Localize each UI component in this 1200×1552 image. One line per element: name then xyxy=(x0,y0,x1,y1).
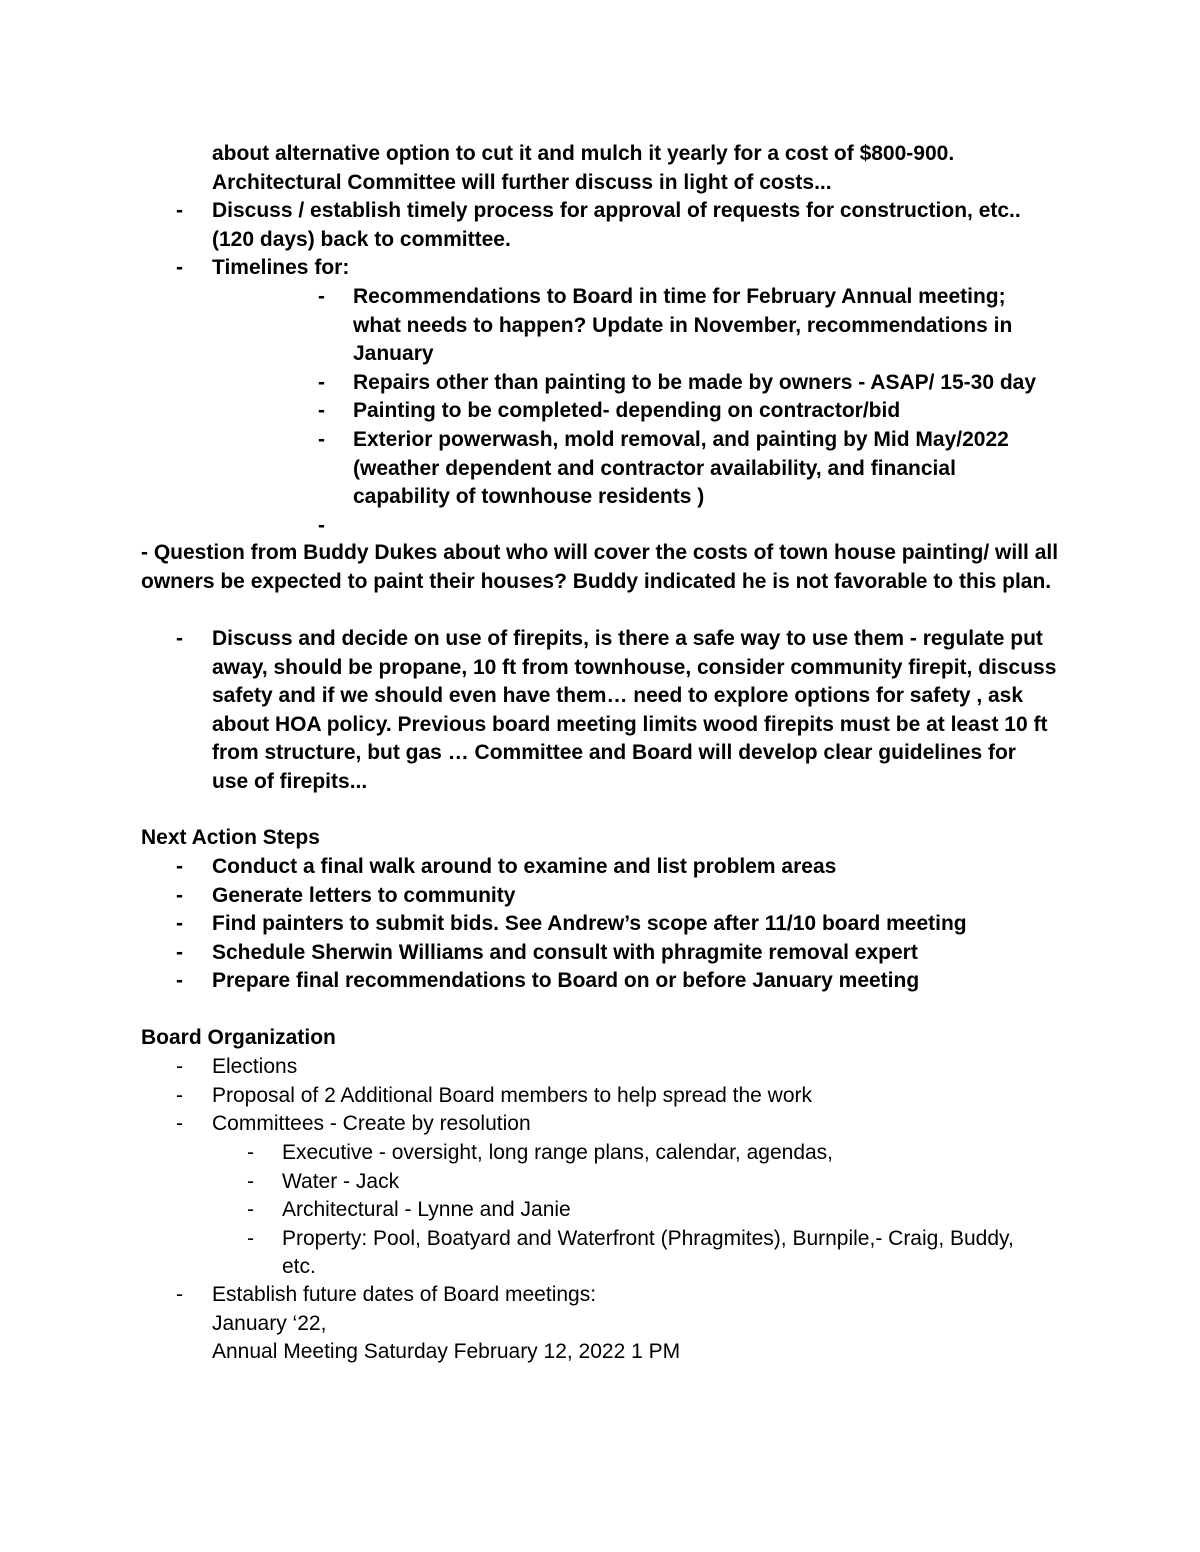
committee-text: Property: Pool, Boatyard and Waterfront (Phragmites), Burnpile,- Craig, Buddy, etc. xyxy=(282,1226,1014,1279)
continuation-paragraph: about alternative option to cut it and mulch it yearly for a cost of $800-900. Architectural Committee will further discuss in light of costs... xyxy=(212,142,955,194)
timeline-list xyxy=(318,283,1078,540)
committee-item xyxy=(247,1225,1057,1282)
next-action-steps-list xyxy=(176,853,1076,996)
board-item xyxy=(176,1281,1076,1367)
board-item xyxy=(176,1082,1076,1111)
section-heading: Board Organization xyxy=(141,1026,336,1049)
bullet-dash: - xyxy=(176,1083,183,1107)
bullet-text: Timelines for: xyxy=(212,256,350,280)
committee-item xyxy=(247,1196,1057,1225)
timeline-item xyxy=(318,283,1078,369)
board-item-text: Elections xyxy=(212,1055,298,1078)
board-item-text: Committees - Create by resolution xyxy=(212,1112,531,1136)
bullet-text: Discuss / establish timely process for approval of requests for construction, etc.. (120 days) back to committee. xyxy=(212,199,1021,251)
board-item-text: Establish future dates of Board meetings: xyxy=(212,1283,597,1306)
committee-text: Water - Jack xyxy=(282,1169,400,1193)
committee-item xyxy=(247,1168,1057,1197)
bullet-item xyxy=(176,625,1076,797)
committee-text: Architectural - Lynne and Janie xyxy=(282,1198,571,1222)
timeline-text: Painting to be completed- depending on contractor/bid xyxy=(353,399,901,423)
top-continuation-text xyxy=(212,140,1012,197)
question-text: - Question from Buddy Dukes about who will cover the costs of town house painting/ will all owners be expected to paint their houses? Buddy indicated he is not favorable to this plan. xyxy=(141,541,1059,593)
bullet-dash: - xyxy=(318,427,325,451)
action-step-text: Generate letters to community xyxy=(212,883,516,907)
meeting-date-line: Annual Meeting Saturday February 12, 2022 1 PM xyxy=(212,1340,681,1364)
bullet-dash: - xyxy=(176,969,183,993)
timeline-item-empty xyxy=(318,512,1078,541)
action-step-item xyxy=(176,967,1076,996)
bullet-dash: - xyxy=(318,370,325,394)
action-step-text: Schedule Sherwin Williams and consult with phragmite removal expert xyxy=(212,940,918,964)
timeline-item xyxy=(318,426,1078,512)
board-organization-heading xyxy=(141,1024,336,1053)
top-bullet-list xyxy=(176,197,1076,283)
firepit-bullet-list xyxy=(176,625,1076,797)
next-action-steps-heading xyxy=(141,824,320,853)
action-step-text: Prepare final recommendations to Board on or before January meeting xyxy=(212,969,920,993)
bullet-dash: - xyxy=(176,199,183,222)
timeline-item xyxy=(318,369,1078,398)
bullet-dash: - xyxy=(247,1226,254,1250)
action-step-text: Find painters to submit bids. See Andrew’s scope after 11/10 board meeting xyxy=(212,912,967,936)
bullet-dash: - xyxy=(318,399,325,423)
meeting-date-line: January ‘22, xyxy=(212,1311,327,1335)
section-heading: Next Action Steps xyxy=(141,826,320,849)
bullet-dash: - xyxy=(176,855,183,878)
action-step-item xyxy=(176,853,1076,882)
bullet-dash: - xyxy=(176,912,183,936)
bullet-dash: - xyxy=(176,1112,183,1136)
bullet-dash: - xyxy=(176,1055,183,1078)
timeline-text: Recommendations to Board in time for February Annual meeting; what needs to happen? Update in November, recommendations in January xyxy=(353,285,1013,366)
bullet-dash: - xyxy=(176,627,183,650)
action-step-item xyxy=(176,882,1076,911)
bullet-dash: - xyxy=(247,1198,254,1222)
board-item xyxy=(176,1110,1076,1139)
bullet-dash: - xyxy=(247,1169,254,1193)
bullet-dash: - xyxy=(318,285,325,308)
committee-text: Executive - oversight, long range plans, calendar, agendas, xyxy=(282,1141,834,1164)
committee-item xyxy=(247,1139,1057,1168)
board-organization-list xyxy=(176,1053,1076,1139)
board-dates-block xyxy=(176,1281,1076,1367)
action-step-text: Conduct a final walk around to examine and list problem areas xyxy=(212,855,837,878)
bullet-dash: - xyxy=(247,1141,254,1164)
board-item-text: Proposal of 2 Additional Board members to help spread the work xyxy=(212,1083,813,1107)
bullet-dash: - xyxy=(318,513,325,537)
timeline-text: Exterior powerwash, mold removal, and painting by Mid May/2022 (weather dependent and contractor availability, and financial capability of townhouse residents ) xyxy=(353,427,1009,509)
bullet-dash: - xyxy=(176,256,183,280)
timeline-item xyxy=(318,397,1078,426)
question-paragraph xyxy=(141,539,1066,596)
bullet-item xyxy=(176,254,1076,283)
action-step-item xyxy=(176,939,1076,968)
board-item xyxy=(176,1053,1076,1082)
bullet-dash: - xyxy=(176,1283,183,1306)
action-step-item xyxy=(176,910,1076,939)
bullet-item xyxy=(176,197,1076,254)
bullet-dash: - xyxy=(176,883,183,907)
bullet-dash: - xyxy=(176,940,183,964)
committees-list xyxy=(247,1139,1057,1282)
firepit-text: Discuss and decide on use of firepits, is there a safe way to use them - regulate put away, should be propane, 10 ft from townhouse, consider community firepit, discuss safety and if we should even have them… need to explore options for safety , ask about HOA policy. Previous board meeting limits wood firepits must be at least 10 ft from structure, but gas … Committee and Board will develop clear guidelines for use of firepits... xyxy=(212,627,1057,793)
timeline-text: Repairs other than painting to be made by owners - ASAP/ 15-30 day xyxy=(353,370,1037,394)
